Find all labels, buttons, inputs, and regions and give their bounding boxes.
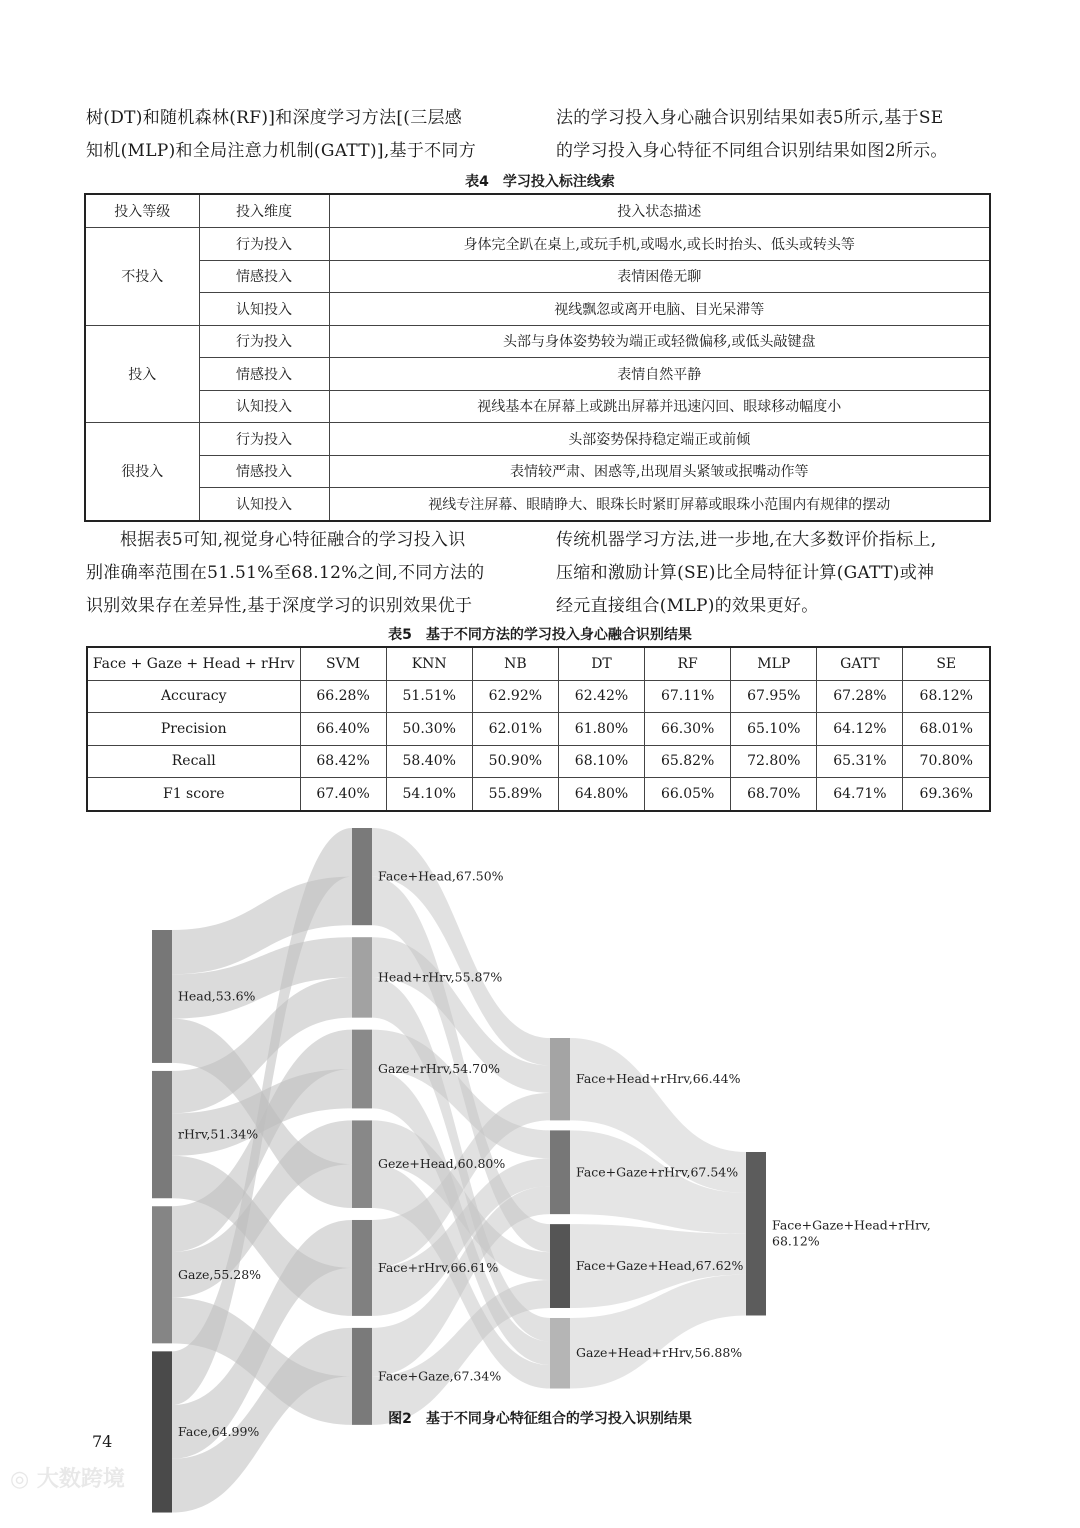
table-header-cell: 投入状态描述 — [329, 194, 990, 228]
table-header-cell: SE — [903, 647, 990, 680]
table-row — [85, 488, 990, 521]
sankey-node — [550, 1038, 570, 1120]
intro-left-line: 知机(MLP)和全局注意力机制(GATT)],基于不同方 — [86, 141, 477, 161]
watermark — [10, 1462, 125, 1493]
table-cell: 67.11% — [645, 680, 731, 713]
table-header-cell: GATT — [817, 647, 903, 680]
table-cell: F1 score — [87, 778, 300, 811]
sankey-node-label: Head+rHrv,55.87% — [378, 969, 503, 985]
sankey-node-label: Face+Gaze,67.34% — [378, 1368, 502, 1384]
table-cell: 51.51% — [386, 680, 472, 713]
sankey-node-label: Face+Head,67.50% — [378, 868, 504, 884]
table-cell: 67.95% — [731, 680, 817, 713]
table-cell: 68.42% — [300, 745, 386, 778]
sankey-node — [152, 930, 172, 1063]
table-row — [87, 680, 990, 713]
body-right-line: 经元直接组合(MLP)的效果更好。 — [556, 596, 819, 616]
table-cell: 70.80% — [903, 745, 990, 778]
desc-cell: 头部与身体姿势较为端正或轻微偏移,或低头敲键盘 — [329, 325, 990, 358]
table-header-cell: 投入维度 — [199, 194, 329, 228]
intro-left-line: 树(DT)和随机森林(RF)]和深度学习方法[(三层感 — [86, 108, 463, 128]
table-header-row — [87, 647, 990, 680]
table-cell: 72.80% — [731, 745, 817, 778]
table-row — [85, 455, 990, 488]
dim-cell: 行为投入 — [199, 325, 329, 358]
table-cell: 68.01% — [903, 713, 990, 746]
table-header-cell: NB — [472, 647, 558, 680]
level-cell: 投入 — [85, 325, 199, 423]
intro-left-column — [86, 102, 526, 168]
table-cell: 67.28% — [817, 680, 903, 713]
table-header-row — [85, 194, 990, 228]
table-cell: Recall — [87, 745, 300, 778]
dim-cell: 情感投入 — [199, 260, 329, 293]
intro-right-column — [556, 102, 996, 168]
desc-cell: 表情困倦无聊 — [329, 260, 990, 293]
sankey-node-label: Face+Gaze+Head,67.62% — [576, 1258, 744, 1274]
sankey-node-label: Gaze,55.28% — [178, 1266, 262, 1282]
dim-cell: 行为投入 — [199, 423, 329, 456]
body-left-line: 识别效果存在差异性,基于深度学习的识别效果优于 — [86, 596, 473, 616]
dim-cell: 情感投入 — [199, 358, 329, 391]
desc-cell: 表情较严肃、困惑等,出现眉头紧皱或抿嘴动作等 — [329, 455, 990, 488]
table-cell: 66.30% — [645, 713, 731, 746]
watermark-logo-icon: ◎ — [10, 1467, 37, 1492]
sankey-node-label: Gaze+rHrv,54.70% — [378, 1061, 500, 1077]
sankey-node-label: Geze+Head,60.80% — [378, 1156, 506, 1172]
sankey-node-label: Face+Gaze+rHrv,67.54% — [576, 1164, 739, 1180]
table-row — [85, 390, 990, 423]
figure2-caption: 图2 基于不同身心特征组合的学习投入识别结果 — [388, 1411, 692, 1427]
level-cell: 不投入 — [85, 228, 199, 326]
table-cell: 55.89% — [472, 778, 558, 811]
watermark-text: 大数跨境 — [36, 1467, 125, 1492]
table-header-cell: SVM — [300, 647, 386, 680]
sankey-node — [352, 1030, 372, 1109]
table-row — [85, 228, 990, 261]
table-cell: 68.10% — [558, 745, 644, 778]
table-cell: 68.70% — [731, 778, 817, 811]
table-row — [85, 423, 990, 456]
sankey-node-label: rHrv,51.34% — [178, 1126, 259, 1142]
intro-right-line: 的学习投入身心特征不同组合识别结果如图2所示。 — [556, 141, 948, 161]
table4 — [84, 193, 991, 522]
table5 — [86, 646, 991, 812]
body-left-column — [86, 524, 526, 623]
table-header-cell: DT — [558, 647, 644, 680]
sankey-node — [352, 1120, 372, 1208]
table-cell: 65.10% — [731, 713, 817, 746]
table-header-cell: Face + Gaze + Head + rHrv — [87, 647, 300, 680]
table-row — [85, 358, 990, 391]
table-header-cell: KNN — [386, 647, 472, 680]
body-left-line: 别准确率范围在51.51%至68.12%之间,不同方法的 — [86, 563, 485, 583]
table-cell: 67.40% — [300, 778, 386, 811]
sankey-node — [352, 937, 372, 1017]
body-right-column — [556, 524, 996, 623]
table-cell: 66.28% — [300, 680, 386, 713]
level-cell: 很投入 — [85, 423, 199, 521]
table-row — [85, 325, 990, 358]
table-cell: Accuracy — [87, 680, 300, 713]
dim-cell: 情感投入 — [199, 455, 329, 488]
table-cell: 50.30% — [386, 713, 472, 746]
table-cell: 62.01% — [472, 713, 558, 746]
page-number: 74 — [92, 1432, 113, 1451]
desc-cell: 身体完全趴在桌上,或玩手机,或喝水,或长时抬头、低头或转头等 — [329, 228, 990, 261]
desc-cell: 视线基本在屏幕上或跳出屏幕并迅速闪回、眼球移动幅度小 — [329, 390, 990, 423]
table-cell: 65.82% — [645, 745, 731, 778]
table4-caption: 表4 学习投入标注线索 — [465, 174, 615, 190]
table-cell: 66.40% — [300, 713, 386, 746]
table-cell: 69.36% — [903, 778, 990, 811]
sankey-node — [352, 1220, 372, 1316]
desc-cell: 头部姿势保持稳定端正或前倾 — [329, 423, 990, 456]
sankey-node — [550, 1318, 570, 1389]
dim-cell: 认知投入 — [199, 390, 329, 423]
table-cell: 54.10% — [386, 778, 472, 811]
sankey-node — [746, 1152, 766, 1315]
table-cell: 62.42% — [558, 680, 644, 713]
sankey-node — [352, 828, 372, 925]
table-cell: 66.05% — [645, 778, 731, 811]
body-right-line: 压缩和激励计算(SE)比全局特征计算(GATT)或神 — [556, 563, 935, 583]
sankey-node-label: 68.12% — [772, 1233, 820, 1249]
sankey-node-label: Head,53.6% — [178, 988, 256, 1004]
dim-cell: 行为投入 — [199, 228, 329, 261]
table-row — [85, 260, 990, 293]
body-right-line: 传统机器学习方法,进一步地,在大多数评价指标上, — [556, 530, 937, 550]
sankey-node-label: Face+rHrv,66.61% — [378, 1259, 499, 1275]
sankey-node-label: Face+Gaze+Head+rHrv, — [772, 1217, 931, 1233]
table5-caption: 表5 基于不同方法的学习投入身心融合识别结果 — [388, 627, 692, 643]
table-cell: 65.31% — [817, 745, 903, 778]
table-cell: 58.40% — [386, 745, 472, 778]
desc-cell: 表情自然平静 — [329, 358, 990, 391]
table-header-cell: 投入等级 — [85, 194, 199, 228]
sankey-node — [152, 1206, 172, 1343]
table-cell: 61.80% — [558, 713, 644, 746]
desc-cell: 视线飘忽或离开电脑、目光呆滞等 — [329, 293, 990, 326]
table-cell: 64.80% — [558, 778, 644, 811]
sankey-node-label: Gaze+Head+rHrv,56.88% — [576, 1345, 743, 1361]
sankey-node — [550, 1224, 570, 1308]
sankey-node — [152, 1351, 172, 1512]
table-row — [87, 745, 990, 778]
table-cell: Precision — [87, 713, 300, 746]
body-left-line: 根据表5可知,视觉身心特征融合的学习投入识 — [120, 530, 466, 550]
intro-right-line: 法的学习投入身心融合识别结果如表5所示,基于SE — [556, 108, 944, 128]
table-row — [87, 778, 990, 811]
table-header-cell: MLP — [731, 647, 817, 680]
dim-cell: 认知投入 — [199, 488, 329, 521]
table-row — [87, 713, 990, 746]
table-cell: 50.90% — [472, 745, 558, 778]
dim-cell: 认知投入 — [199, 293, 329, 326]
table-cell: 64.12% — [817, 713, 903, 746]
table-cell: 64.71% — [817, 778, 903, 811]
sankey-node — [550, 1130, 570, 1214]
table-cell: 62.92% — [472, 680, 558, 713]
table-header-cell: RF — [645, 647, 731, 680]
sankey-node-label: Face,64.99% — [178, 1423, 260, 1439]
sankey-node — [152, 1071, 172, 1198]
table-cell: 68.12% — [903, 680, 990, 713]
table-row — [85, 293, 990, 326]
desc-cell: 视线专注屏幕、眼睛睁大、眼珠长时紧盯屏幕或眼珠小范围内有规律的摆动 — [329, 488, 990, 521]
sankey-node-label: Face+Head+rHrv,66.44% — [576, 1071, 741, 1087]
